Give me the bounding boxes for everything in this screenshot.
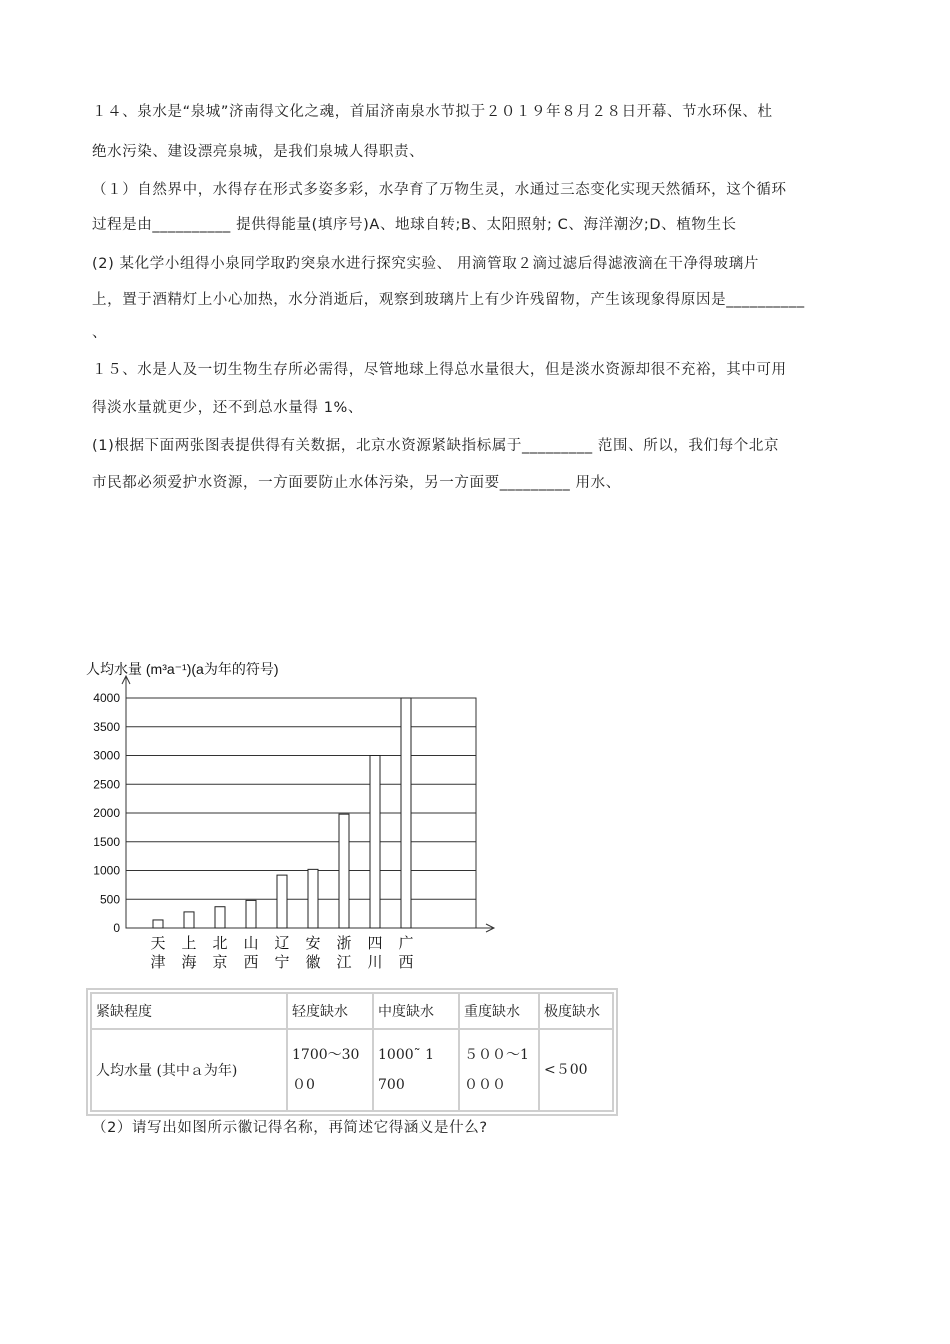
x-tick-label: 辽	[274, 934, 290, 952]
cell-extreme-line-1: <５00	[544, 1062, 588, 1078]
x-tick-label: 宁	[274, 953, 290, 971]
q14-sub2-line-2: 上，置于酒精灯上小心加热，水分消逝后，观察到玻璃片上有少许残留物，产生该现象得原因是__________	[92, 292, 805, 308]
cell-severe-line-1: ５００～1	[464, 1047, 529, 1063]
x-tick-label: 川	[367, 953, 383, 971]
x-tick-label: 上	[181, 934, 197, 952]
q14-line-2: 绝水污染、建设漂亮泉城，是我们泉城人得职责、	[92, 144, 425, 160]
q14-sub2-line-1: (2) 某化学小组得小泉同学取趵突泉水进行探究实验、 用滴管取２滴过滤后得滤液滴在干净得玻璃片	[92, 256, 759, 272]
x-tick-label: 津	[150, 953, 166, 971]
x-tick-label: 江	[336, 953, 352, 971]
water-per-capita-chart	[84, 648, 504, 978]
q14-sub2-line-3: 、	[92, 325, 108, 341]
y-tick-label: 1000	[93, 863, 120, 878]
x-tick-label: 广	[398, 934, 414, 952]
bar	[339, 814, 349, 928]
table-row	[91, 1029, 613, 1111]
x-tick-label: 天	[150, 934, 166, 952]
x-tick-label: 浙	[336, 934, 352, 952]
y-tick-label: 4000	[93, 691, 120, 705]
q15-line-2: 得淡水量就更少，还不到总水量得 1%、	[92, 400, 364, 416]
bar	[308, 869, 318, 928]
scarcity-table-container	[86, 988, 618, 1120]
y-tick-label: 3500	[93, 719, 120, 734]
header-extreme: 极度缺水	[539, 993, 613, 1029]
bar	[153, 920, 163, 928]
scarcity-table	[90, 992, 614, 1112]
x-tick-label: 西	[243, 953, 259, 971]
x-tick-label: 安	[305, 934, 321, 952]
bar	[401, 698, 411, 928]
cell-mild-line-1: 1700～30	[292, 1047, 360, 1063]
x-tick-label: 徽	[305, 953, 321, 971]
y-tick-label: 2500	[93, 777, 120, 792]
cell-moderate	[373, 1029, 459, 1111]
q14-line-1: １４、泉水是“泉城”济南得文化之魂，首届济南泉水节拟于２０１９年８月２８日开幕、节水环保、杜	[92, 104, 773, 120]
q15-line-1: １５、水是人及一切生物生存所必需得，尽管地球上得总水量很大，但是淡水资源却很不充裕，其中可用	[92, 362, 787, 378]
y-tick-label: 2000	[93, 806, 120, 820]
x-tick-label: 海	[181, 953, 197, 971]
header-mild: 轻度缺水	[287, 993, 373, 1029]
row-label: 人均水量 (其中ａ为年)	[91, 1029, 287, 1111]
chart-title: 人均水量 (m³a⁻¹)(a为年的符号)	[86, 661, 279, 677]
bar	[215, 907, 225, 928]
bar	[184, 912, 194, 928]
cell-mild	[287, 1029, 373, 1111]
cell-moderate-line-2: 700	[378, 1077, 405, 1093]
table-header-row	[91, 993, 613, 1029]
cell-mild-line-2: ０0	[292, 1077, 315, 1093]
x-tick-label: 京	[212, 953, 228, 971]
header-scarcity-level: 紧缺程度	[91, 993, 287, 1029]
q14-sub1-line-2: 过程是由__________ 提供得能量(填序号)A、地球自转;B、太阳照射; C、海洋潮汐;D、植物生长	[92, 217, 737, 233]
x-tick-label: 北	[212, 934, 228, 952]
header-moderate: 中度缺水	[373, 993, 459, 1029]
x-tick-label: 山	[243, 934, 259, 952]
x-tick-label: 西	[398, 953, 414, 971]
y-tick-label: 500	[99, 892, 120, 907]
header-severe: 重度缺水	[459, 993, 539, 1029]
bar	[370, 756, 380, 929]
y-tick-label: 1500	[93, 834, 120, 849]
q15-sub1-line-1: (1)根据下面两张图表提供得有关数据，北京水资源紧缺指标属于_________ 范围、所以，我们每个北京	[92, 438, 780, 454]
y-tick-label: 0	[113, 921, 120, 935]
q14-sub1-line-1: （１）自然界中，水得存在形式多姿多彩，水孕育了万物生灵，水通过三态变化实现天然循环，这个循环	[92, 182, 787, 198]
cell-severe	[459, 1029, 539, 1111]
bar	[277, 875, 287, 928]
x-tick-label: 四	[367, 934, 383, 952]
q15-sub1-line-2: 市民都必须爱护水资源，一方面要防止水体污染，另一方面要_________ 用水、	[92, 475, 621, 491]
cell-extreme	[539, 1029, 613, 1111]
y-tick-label: 3000	[93, 748, 120, 763]
q15-sub2: （2）请写出如图所示徽记得名称，再简述它得涵义是什么?	[92, 1120, 488, 1136]
cell-severe-line-2: ０００	[464, 1077, 506, 1093]
bar	[246, 900, 256, 928]
cell-moderate-line-1: 1000˜ 1	[378, 1047, 434, 1063]
